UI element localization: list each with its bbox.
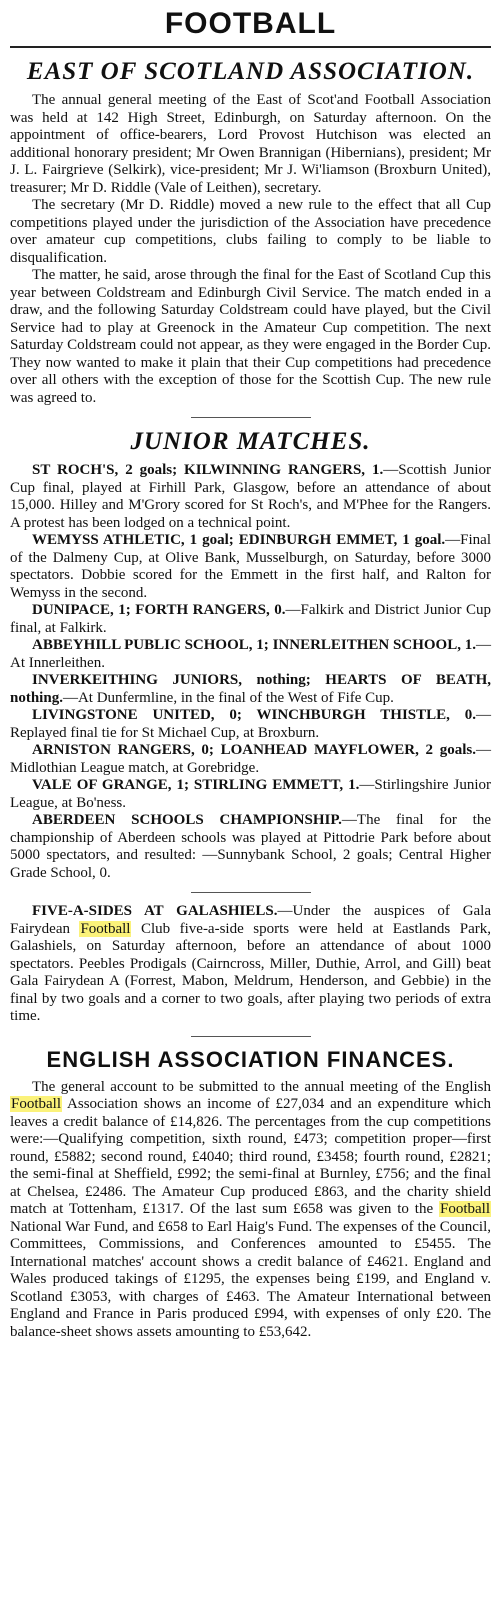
result-item <box>10 672 491 707</box>
section-divider <box>191 892 311 893</box>
search-highlight: Football <box>11 1096 62 1112</box>
result-lead: INVERKEITHING JUNIORS, nothing; HEARTS OF BEATH, nothing. <box>10 672 491 706</box>
east-heading: EAST OF SCOTLAND ASSOCIATION. <box>26 58 475 85</box>
english-heading: ENGLISH ASSOCIATION FINANCES. <box>46 1046 455 1072</box>
result-lead: LIVINGSTONE UNITED, 0; WINCHBURGH THISTLE, 0. <box>32 707 476 723</box>
result-item <box>10 602 491 637</box>
fiveaside-text: Club five-a-side sports were held at Eastlands Park, Galashiels, on Saturday afternoon, before an attendance of about 1000 spectators. Peebles Prodigals (Cairncross, Miller, Duthie, Arrol, and Gill) beat Gala Fairydean A (Forrest, Mabon, Meldrum, Henderson, and Gebbie) in the final by two goals and a corner to two goals, after playing two periods of extra time. <box>10 920 491 1024</box>
east-paragraph-3: The matter, he said, arose through the final for the East of Scotland Cup this year between Coldstream and Edinburgh Civil Service. The match ended in a draw, and the following Saturday Coldstream could have played, but the Civil Service had to play at Greenock in the Amateur Cup competition. The next Saturday Coldstream could not appear, as they were engaged in the Border Cup. They now wanted to make it plain that their Cup competitions had precedence over all others with the exception of those for the Scottish Cup. The new rule was agreed to. <box>10 267 491 406</box>
fiveaside-text: —Under the auspices of Gala Fairydean <box>10 903 492 937</box>
result-lead: ABERDEEN SCHOOLS CHAMPIONSHIP. <box>32 812 342 828</box>
result-body: —Final of the Dalmeny Cup, at Olive Bank, Musselburgh, on Saturday, before 3000 spectators. Dobbie scored for the Emmett in the first half, and Ralton for Wemyss in the second. <box>10 532 491 601</box>
section-divider <box>191 417 311 418</box>
result-item <box>10 462 491 532</box>
result-item <box>10 777 491 812</box>
result-lead: ARNISTON RANGERS, 0; LOANHEAD MAYFLOWER, 2 goals. <box>32 742 476 758</box>
result-item <box>10 812 491 882</box>
result-body: —The final for the championship of Aberdeen schools was played at Pittodrie Park before about 5000 spectators, and resulted: —Sunnybank School, 2 goals; Central Higher Grade School, 0. <box>10 812 492 881</box>
junior-heading: JUNIOR MATCHES. <box>130 428 371 455</box>
result-lead: WEMYSS ATHLETIC, 1 goal; EDINBURGH EMMET, 1 goal. <box>32 532 446 548</box>
result-item <box>10 637 491 672</box>
english-paragraph <box>10 1079 491 1342</box>
english-text: Association shows an income of £27,034 and an expenditure which leaves a credit balance of £14,826. The percentages from the cup competitions were:—Qualifying competition, sixth round, £473; competition proper—first round, £5882; second round, £4040; third round, £3458; fourth round, £2821; the semi-final at Sheffield, £992; the semi-final at Burnley, £756; and the final at Chelsea, £2486. The Amateur Cup produced £863, and the charity shield match at Tottenham, £1317. Of the last sum £658 was given to the <box>10 1096 491 1217</box>
result-body: —Scottish Junior Cup final, played at Firhill Park, Glasgow, before an attendance of about 15,000. Hilley and M'Grory scored for St Roch's, and M'Phee for the Rangers. A protest has been lodged on a technical point. <box>10 462 492 531</box>
result-item <box>10 742 491 777</box>
english-text: National War Fund, and £658 to Earl Haig's Fund. The expenses of the Council, Committees, Commissions, and Conferences amounted to £5455. The International matches' account shows a credit balance of £4621. England and Wales produced takings of £1295, the expenses being £199, and England v. Scotland £3053, with charges of £463. The Amateur International between England and France in Paris produced £994, with expenses of only £20. The balance-sheet shows assets amounting to £53,642. <box>10 1218 491 1340</box>
english-text: The general account to be submitted to the annual meeting of the English <box>32 1078 491 1095</box>
result-body: —At Innerleithen. <box>10 637 491 671</box>
section-divider <box>191 1036 311 1037</box>
fiveaside-lead: FIVE-A-SIDES AT GALASHIELS. <box>32 903 278 919</box>
result-body: —Replayed final tie for St Michael Cup, at Broxburn. <box>10 707 491 741</box>
search-highlight: Football <box>439 1201 490 1217</box>
east-paragraph-2: The secretary (Mr D. Riddle) moved a new rule to the effect that all Cup competitions played under the jurisdiction of the Association have precedence over amateur cup competitions, clubs failing to comply to be liable to disqualification. <box>10 197 491 266</box>
result-body: —At Dunfermline, in the final of the West of Fife Cup. <box>62 689 394 706</box>
result-body: —Midlothian League match, at Gorebridge. <box>10 742 491 776</box>
title-rule <box>10 46 491 48</box>
result-lead: ST ROCH'S, 2 goals; KILWINNING RANGERS, 1. <box>32 462 384 478</box>
page-title: FOOTBALL <box>164 7 337 40</box>
result-lead: VALE OF GRANGE, 1; STIRLING EMMETT, 1. <box>32 777 360 793</box>
east-paragraph-1: The annual general meeting of the East of Scot'and Football Association was held at 142 High Street, Edinburgh, on Saturday afternoon. On the appointment of office-bearers, Lord Provost Hutchison was elected an additional honorary president; Mr Owen Brannigan (Hibernians), president; Mr J. L. Fairgrieve (Selkirk), vice-president; Mr J. Wi'liamson (Broxburn United), treasurer; Mr D. Riddle (Vale of Leithen), secretary. <box>10 92 491 196</box>
search-highlight: Football <box>80 920 131 937</box>
junior-results <box>10 462 491 882</box>
fiveaside-paragraph <box>10 903 491 1026</box>
result-body: —Stirlingshire Junior League, at Bo'ness. <box>10 777 491 811</box>
result-item <box>10 707 491 742</box>
result-lead: DUNIPACE, 1; FORTH RANGERS, 0. <box>32 602 286 618</box>
result-body: —Falkirk and District Junior Cup final, at Falkirk. <box>10 602 491 636</box>
result-lead: ABBEYHILL PUBLIC SCHOOL, 1; INNERLEITHEN SCHOOL, 1. <box>32 637 476 653</box>
result-item <box>10 532 491 602</box>
